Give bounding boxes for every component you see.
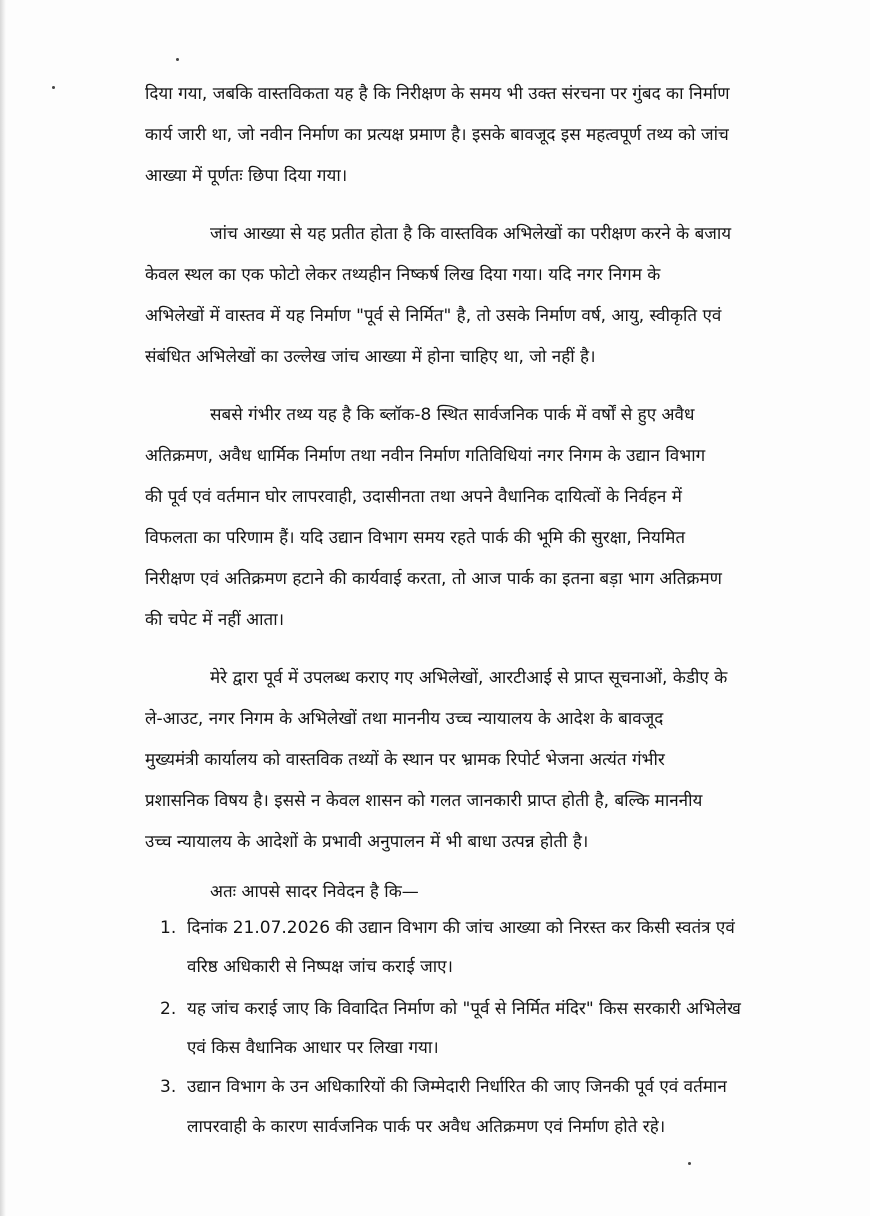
list-item-line: एवं किस वैधानिक आधार पर लिखा गया। [187,1038,439,1058]
paragraph-line: की चपेट में नहीं आता। [145,610,285,630]
paragraph-line: दिया गया, जबकि वास्तविकता यह है कि निरीक्षण के समय भी उक्त संरचना पर गुंबद का निर्माण [145,84,730,104]
list-number: 1. [160,918,177,938]
paragraph-line: अभिलेखों में वास्तव में यह निर्माण "पूर्व से निर्मित" है, तो उसके निर्माण वर्ष, आयु, स्वीकृति एवं [145,306,722,326]
paragraph-line: अतिक्रमण, अवैध धार्मिक निर्माण तथा नवीन निर्माण गतिविधियां नगर निगम के उद्यान विभाग [145,446,706,466]
paragraph-line: निरीक्षण एवं अतिक्रमण हटाने की कार्यवाई करता, तो आज पार्क का इतना बड़ा भाग अतिक्रमण [145,569,722,589]
scan-edge-shadow [0,0,6,1216]
paragraph-line: विफलता का परिणाम हैं। यदि उद्यान विभाग समय रहते पार्क की भूमि की सुरक्षा, नियमित [145,528,686,548]
list-item-line: उद्यान विभाग के उन अधिकारियों की जिम्मेदारी निर्धारित की जाए जिनकी पूर्व एवं वर्तमान [187,1077,727,1097]
paragraph-line: उच्च न्यायालय के आदेशों के प्रभावी अनुपालन में भी बाधा उत्पन्न होती है। [145,832,589,852]
list-item-line: वरिष्ठ अधिकारी से निष्पक्ष जांच कराई जाए। [187,957,453,977]
scan-speck [688,1162,691,1165]
list-item-line: दिनांक 21.07.2026 की उद्यान विभाग की जांच आख्या को निरस्त कर किसी स्वतंत्र एवं [187,918,735,938]
paragraph-line: केवल स्थल का एक फोटो लेकर तथ्यहीन निष्कर्ष लिख दिया गया। यदि नगर निगम के [145,265,661,285]
list-number: 2. [160,999,177,1019]
list-item-line: यह जांच कराई जाए कि विवादित निर्माण को "पूर्व से निर्मित मंदिर" किस सरकारी अभिलेख [187,999,741,1019]
scan-speck [52,86,55,89]
paragraph-line: कार्य जारी था, जो नवीन निर्माण का प्रत्यक्ष प्रमाण है। इसके बावजूद इस महत्वपूर्ण तथ्य को जांच [145,125,729,145]
paragraph-line: मुख्यमंत्री कार्यालय को वास्तविक तथ्यों के स्थान पर भ्रामक रिपोर्ट भेजना अत्यंत गंभीर [145,750,665,770]
scan-speck [176,58,179,61]
paragraph-line: की पूर्व एवं वर्तमान घोर लापरवाही, उदासीनता तथा अपने वैधानिक दायित्वों के निर्वहन में [145,487,682,507]
list-item-line: लापरवाही के कारण सार्वजनिक पार्क पर अवैध अतिक्रमण एवं निर्माण होते रहे। [187,1117,666,1137]
paragraph-line: सबसे गंभीर तथ्य यह है कि ब्लॉक-8 स्थित सार्वजनिक पार्क में वर्षों से हुए अवैध [210,405,695,425]
paragraph-line: मेरे द्वारा पूर्व में उपलब्ध कराए गए अभिलेखों, आरटीआई से प्राप्त सूचनाओं, केडीए के [210,668,728,688]
request-intro-text: अतः आपसे सादर निवेदन है कि— [210,882,419,902]
paragraph-line: ले-आउट, नगर निगम के अभिलेखों तथा माननीय उच्च न्यायालय के आदेश के बावजूद [145,709,664,729]
paragraph-line: संबंधित अभिलेखों का उल्लेख जांच आख्या में होना चाहिए था, जो नहीं है। [145,347,596,367]
paragraph-line: आख्या में पूर्णतः छिपा दिया गया। [145,166,348,186]
paragraph-line: जांच आख्या से यह प्रतीत होता है कि वास्तविक अभिलेखों का परीक्षण करने के बजाय [210,224,732,244]
list-number: 3. [160,1077,177,1097]
paragraph-line: प्रशासनिक विषय है। इससे न केवल शासन को गलत जानकारी प्राप्त होती है, बल्कि माननीय [145,791,703,811]
